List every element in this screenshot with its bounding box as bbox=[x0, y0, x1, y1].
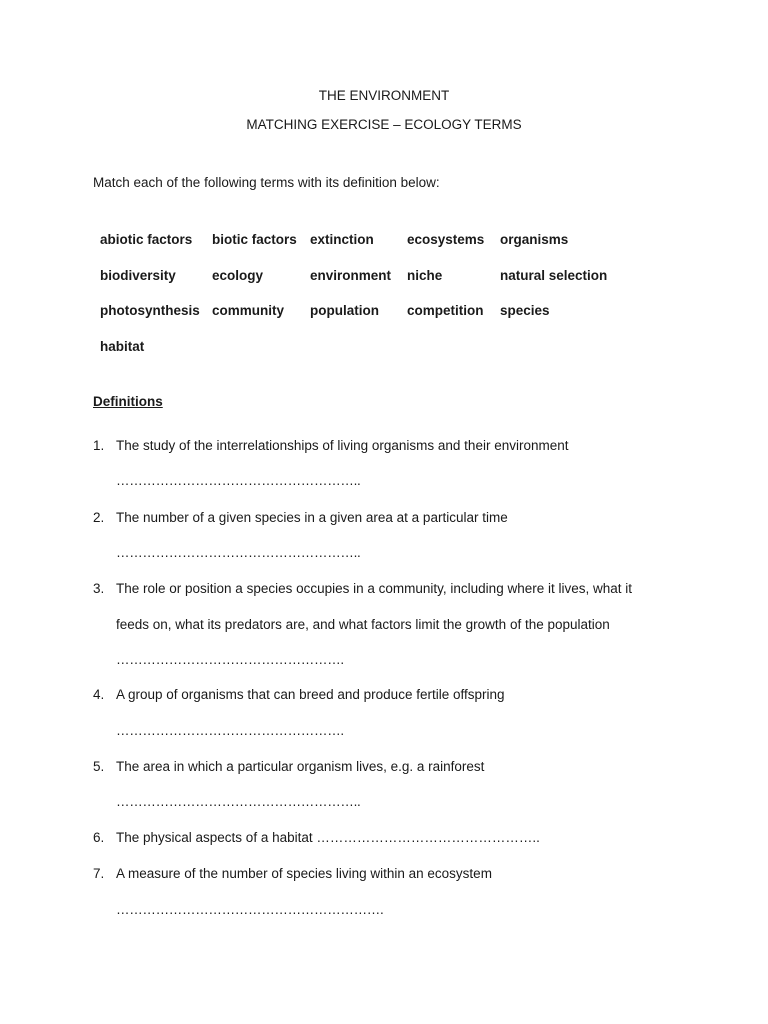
definition-text: feeds on, what its predators are, and what factors limit the growth of the population bbox=[116, 617, 610, 632]
term: species bbox=[500, 303, 550, 318]
term: habitat bbox=[100, 338, 145, 354]
term: biotic factors bbox=[212, 232, 297, 247]
term: population bbox=[310, 303, 379, 318]
definition-text: A measure of the number of species living within an ecosystem bbox=[116, 866, 492, 881]
definition-text: A group of organisms that can breed and produce fertile offspring bbox=[116, 687, 505, 702]
term: ecology bbox=[212, 267, 264, 283]
answer-blank[interactable]: ……………………………………………. bbox=[116, 652, 344, 667]
answer-blank[interactable]: ……………………………………………. bbox=[116, 723, 344, 738]
definition-number: 2. bbox=[93, 510, 105, 525]
term: ecosystems bbox=[407, 232, 485, 247]
definition-number: 1. bbox=[93, 438, 105, 453]
term: competition bbox=[407, 303, 484, 318]
definition-text: The study of the interrelationships of living organisms and their environment bbox=[116, 438, 569, 453]
definition-number: 6. bbox=[93, 830, 105, 845]
page-subtitle: MATCHING EXERCISE – ECOLOGY TERMS bbox=[246, 117, 522, 132]
definition-text: The physical aspects of a habitat ………………………………………….. bbox=[116, 830, 540, 845]
term: niche bbox=[407, 267, 443, 283]
term: photosynthesis bbox=[100, 303, 200, 318]
definitions-heading: Definitions bbox=[93, 394, 163, 409]
answer-blank[interactable]: ……………………………………………………. bbox=[116, 902, 384, 917]
definition-number: 4. bbox=[93, 687, 105, 702]
definition-number: 5. bbox=[93, 759, 105, 774]
term: organisms bbox=[500, 232, 569, 247]
answer-blank[interactable]: ……………………………………………….. bbox=[116, 473, 361, 488]
definition-number: 3. bbox=[93, 581, 105, 596]
answer-blank[interactable]: ……………………………………………….. bbox=[116, 545, 361, 560]
term: environment bbox=[310, 267, 392, 283]
answer-blank[interactable]: ……………………………………………….. bbox=[116, 794, 361, 809]
page-title: THE ENVIRONMENT bbox=[318, 88, 450, 103]
definition-number: 7. bbox=[93, 866, 105, 881]
term: abiotic factors bbox=[100, 232, 193, 247]
term: extinction bbox=[310, 232, 374, 247]
term: natural selection bbox=[500, 267, 608, 283]
term: biodiversity bbox=[100, 267, 176, 283]
definition-text: The area in which a particular organism lives, e.g. a rainforest bbox=[116, 759, 485, 774]
term: community bbox=[212, 303, 285, 318]
instructions-text: Match each of the following terms with its definition below: bbox=[93, 175, 440, 190]
definition-text: The number of a given species in a given area at a particular time bbox=[116, 510, 508, 525]
definition-text: The role or position a species occupies in a community, including where it lives, what it bbox=[116, 581, 632, 596]
